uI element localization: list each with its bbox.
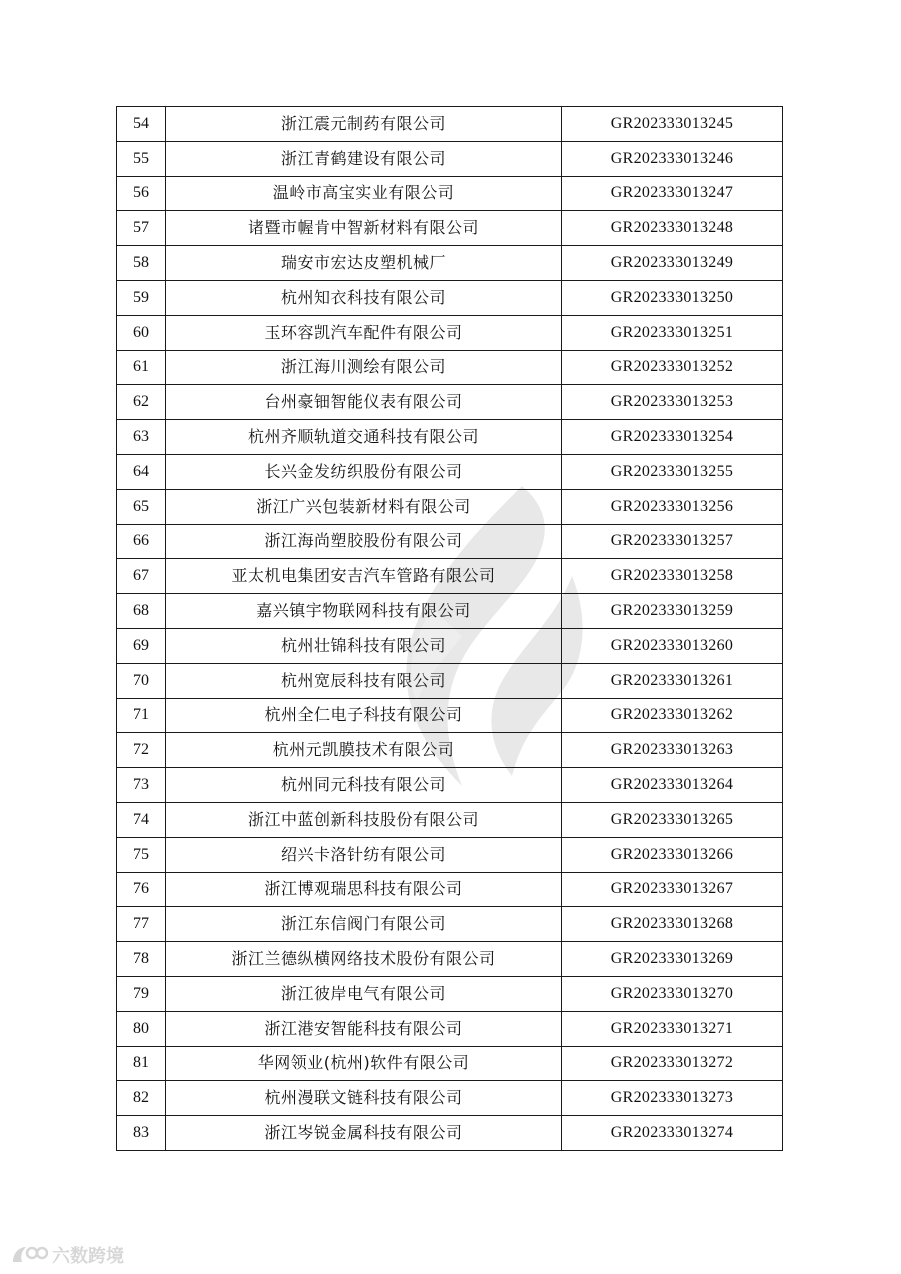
certificate-code-cell: GR202333013261 xyxy=(562,663,783,698)
row-number-cell: 80 xyxy=(117,1011,166,1046)
row-number-cell: 81 xyxy=(117,1046,166,1081)
table-row xyxy=(117,350,783,385)
table-row xyxy=(117,454,783,489)
row-number-cell: 67 xyxy=(117,559,166,594)
certificate-code-cell: GR202333013268 xyxy=(562,907,783,942)
row-number-cell: 62 xyxy=(117,385,166,420)
company-name-cell: 温岭市高宝实业有限公司 xyxy=(166,176,562,211)
row-number-cell: 82 xyxy=(117,1081,166,1116)
company-name-cell: 浙江震元制药有限公司 xyxy=(166,107,562,142)
certificate-code-cell: GR202333013253 xyxy=(562,385,783,420)
company-name-cell: 杭州宽辰科技有限公司 xyxy=(166,663,562,698)
company-name-cell: 杭州漫联文链科技有限公司 xyxy=(166,1081,562,1116)
row-number-cell: 74 xyxy=(117,802,166,837)
table-row xyxy=(117,246,783,281)
table-row xyxy=(117,837,783,872)
row-number-cell: 73 xyxy=(117,768,166,803)
row-number-cell: 75 xyxy=(117,837,166,872)
table-row xyxy=(117,907,783,942)
certificate-code-cell: GR202333013249 xyxy=(562,246,783,281)
table-row xyxy=(117,1011,783,1046)
company-name-cell: 亚太机电集团安吉汽车管路有限公司 xyxy=(166,559,562,594)
certificate-code-cell: GR202333013270 xyxy=(562,976,783,1011)
certificate-code-cell: GR202333013251 xyxy=(562,315,783,350)
company-name-cell: 浙江东信阀门有限公司 xyxy=(166,907,562,942)
certificate-code-cell: GR202333013267 xyxy=(562,872,783,907)
table-row xyxy=(117,489,783,524)
certificate-table xyxy=(116,106,783,1151)
company-name-cell: 杭州知衣科技有限公司 xyxy=(166,280,562,315)
table-row xyxy=(117,141,783,176)
table-row xyxy=(117,628,783,663)
row-number-cell: 83 xyxy=(117,1116,166,1151)
company-name-cell: 浙江彼岸电气有限公司 xyxy=(166,976,562,1011)
table-row xyxy=(117,733,783,768)
company-name-cell: 浙江广兴包装新材料有限公司 xyxy=(166,489,562,524)
company-name-cell: 瑞安市宏达皮塑机械厂 xyxy=(166,246,562,281)
company-name-cell: 浙江博观瑞思科技有限公司 xyxy=(166,872,562,907)
row-number-cell: 64 xyxy=(117,454,166,489)
certificate-code-cell: GR202333013272 xyxy=(562,1046,783,1081)
certificate-code-cell: GR202333013260 xyxy=(562,628,783,663)
row-number-cell: 71 xyxy=(117,698,166,733)
certificate-code-cell: GR202333013271 xyxy=(562,1011,783,1046)
table-row xyxy=(117,802,783,837)
certificate-code-cell: GR202333013254 xyxy=(562,420,783,455)
table-row xyxy=(117,315,783,350)
row-number-cell: 55 xyxy=(117,141,166,176)
table-row xyxy=(117,559,783,594)
table-row xyxy=(117,420,783,455)
row-number-cell: 61 xyxy=(117,350,166,385)
certificate-code-cell: GR202333013259 xyxy=(562,594,783,629)
certificate-code-cell: GR202333013256 xyxy=(562,489,783,524)
company-name-cell: 嘉兴镇宇物联网科技有限公司 xyxy=(166,594,562,629)
row-number-cell: 63 xyxy=(117,420,166,455)
row-number-cell: 60 xyxy=(117,315,166,350)
company-name-cell: 浙江海川测绘有限公司 xyxy=(166,350,562,385)
row-number-cell: 58 xyxy=(117,246,166,281)
certificate-code-cell: GR202333013262 xyxy=(562,698,783,733)
certificate-code-cell: GR202333013265 xyxy=(562,802,783,837)
table-row xyxy=(117,976,783,1011)
table-row xyxy=(117,211,783,246)
row-number-cell: 59 xyxy=(117,280,166,315)
certificate-code-cell: GR202333013252 xyxy=(562,350,783,385)
row-number-cell: 68 xyxy=(117,594,166,629)
table-row xyxy=(117,176,783,211)
table-row xyxy=(117,524,783,559)
certificate-code-cell: GR202333013258 xyxy=(562,559,783,594)
row-number-cell: 56 xyxy=(117,176,166,211)
company-name-cell: 浙江港安智能科技有限公司 xyxy=(166,1011,562,1046)
company-name-cell: 绍兴卡洛针纺有限公司 xyxy=(166,837,562,872)
company-name-cell: 杭州全仁电子科技有限公司 xyxy=(166,698,562,733)
certificate-code-cell: GR202333013266 xyxy=(562,837,783,872)
row-number-cell: 69 xyxy=(117,628,166,663)
company-name-cell: 杭州壮锦科技有限公司 xyxy=(166,628,562,663)
company-name-cell: 杭州齐顺轨道交通科技有限公司 xyxy=(166,420,562,455)
company-name-cell: 玉环容凯汽车配件有限公司 xyxy=(166,315,562,350)
row-number-cell: 54 xyxy=(117,107,166,142)
table-row xyxy=(117,1081,783,1116)
certificate-code-cell: GR202333013246 xyxy=(562,141,783,176)
table-row xyxy=(117,768,783,803)
certificate-code-cell: GR202333013269 xyxy=(562,942,783,977)
row-number-cell: 72 xyxy=(117,733,166,768)
row-number-cell: 66 xyxy=(117,524,166,559)
table-row xyxy=(117,107,783,142)
certificate-code-cell: GR202333013264 xyxy=(562,768,783,803)
row-number-cell: 78 xyxy=(117,942,166,977)
company-name-cell: 诸暨市幄肯中智新材料有限公司 xyxy=(166,211,562,246)
certificate-code-cell: GR202333013263 xyxy=(562,733,783,768)
brand-watermark xyxy=(10,1242,124,1268)
table-row xyxy=(117,280,783,315)
brand-text: 六数跨境 xyxy=(52,1246,124,1267)
certificate-code-cell: GR202333013257 xyxy=(562,524,783,559)
certificate-code-cell: GR202333013245 xyxy=(562,107,783,142)
table-row xyxy=(117,1046,783,1081)
brand-logo-icon xyxy=(10,1244,48,1266)
company-name-cell: 浙江兰德纵横网络技术股份有限公司 xyxy=(166,942,562,977)
row-number-cell: 79 xyxy=(117,976,166,1011)
table-row xyxy=(117,663,783,698)
company-name-cell: 台州豪钿智能仪表有限公司 xyxy=(166,385,562,420)
company-name-cell: 浙江岑锐金属科技有限公司 xyxy=(166,1116,562,1151)
company-name-cell: 杭州同元科技有限公司 xyxy=(166,768,562,803)
row-number-cell: 65 xyxy=(117,489,166,524)
certificate-code-cell: GR202333013247 xyxy=(562,176,783,211)
table-row xyxy=(117,872,783,907)
row-number-cell: 76 xyxy=(117,872,166,907)
company-name-cell: 浙江海尚塑胶股份有限公司 xyxy=(166,524,562,559)
certificate-code-cell: GR202333013273 xyxy=(562,1081,783,1116)
table-row xyxy=(117,698,783,733)
table-row xyxy=(117,385,783,420)
table-row xyxy=(117,1116,783,1151)
table-row xyxy=(117,942,783,977)
table-row xyxy=(117,594,783,629)
row-number-cell: 70 xyxy=(117,663,166,698)
row-number-cell: 77 xyxy=(117,907,166,942)
company-name-cell: 浙江中蓝创新科技股份有限公司 xyxy=(166,802,562,837)
certificate-code-cell: GR202333013274 xyxy=(562,1116,783,1151)
company-name-cell: 华网领业(杭州)软件有限公司 xyxy=(166,1046,562,1081)
certificate-code-cell: GR202333013248 xyxy=(562,211,783,246)
row-number-cell: 57 xyxy=(117,211,166,246)
company-name-cell: 浙江青鹤建设有限公司 xyxy=(166,141,562,176)
certificate-code-cell: GR202333013250 xyxy=(562,280,783,315)
company-name-cell: 杭州元凯膜技术有限公司 xyxy=(166,733,562,768)
table-body xyxy=(117,107,783,1151)
company-name-cell: 长兴金发纺织股份有限公司 xyxy=(166,454,562,489)
certificate-code-cell: GR202333013255 xyxy=(562,454,783,489)
